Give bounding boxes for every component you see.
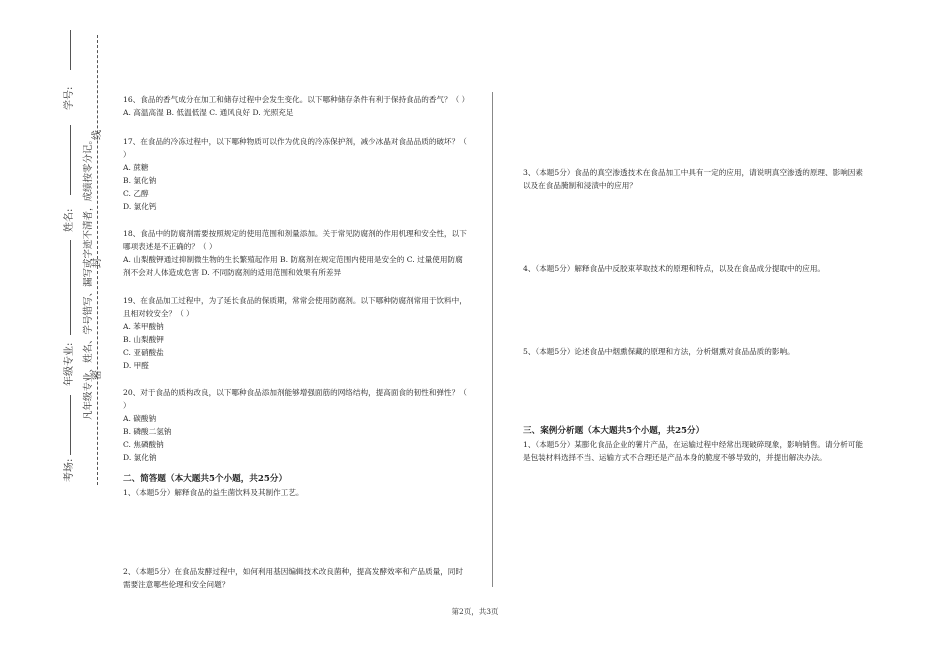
question-option: A. 蔗糖	[123, 163, 149, 172]
short-answer-5: 5、（本题5分）论述食品中烟熏保藏的原理和方法，分析烟熏对食品品质的影响。	[523, 347, 795, 356]
question-17	[123, 135, 468, 213]
binding-warning: 凡年级专业、姓名、学号错写、漏写或字迹不清者，成绩按零分记。	[83, 134, 94, 420]
column-divider	[492, 92, 493, 587]
short-answer-4: 4、（本题5分）解释食品中反胶束萃取技术的原理和特点，以及在食品成分提取中的应用。	[523, 264, 826, 273]
binding-line-top	[70, 30, 71, 70]
short-answer-2: 2、（本题5分）在食品发酵过程中，如何利用基因编辑技术改良菌种，提高发酵效率和产品质量，同时需要注意哪些伦理和安全问题？	[123, 567, 463, 589]
question-18	[123, 227, 468, 279]
question-16	[123, 93, 468, 119]
question-option: C. 焦磷酸钠	[123, 440, 164, 449]
question-option: B. 磷酸二氢钠	[123, 427, 172, 436]
right-column	[523, 166, 868, 464]
question-option: B. 氯化钠	[123, 176, 157, 185]
seal-dashed-line	[97, 35, 98, 485]
case-analysis-1: 1、（本题5分）某膨化食品企业的薯片产品，在运输过程中经常出现破碎现象，影响销售。请分析可能是包装材料选择不当、运输方式不合理还是产品本身的脆度不够导致的，并提出解决办法。	[523, 440, 863, 462]
seal-mark-1: 密	[92, 370, 103, 380]
question-option: A. 高温高湿 B. 低温低湿 C. 通风良好 D. 光照充足	[123, 108, 294, 117]
question-option: A. 山梨酸钾通过抑制微生物的生长繁殖起作用 B. 防腐剂在规定范围内使用是安全的 C. 过量使用防腐剂不会对人体造成危害 D. 不同防腐剂的适用范围和效果有所差异	[123, 255, 463, 277]
question-19	[123, 294, 468, 372]
question-stem: 18、食品中的防腐剂需要按照规定的使用范围和剂量添加。关于常见防腐剂的作用机理和安全性，以下哪项表述是不正确的？（ ）	[123, 229, 467, 251]
question-option: A. 苯甲酸钠	[123, 322, 164, 331]
seal-mark-2: 封	[92, 258, 103, 268]
student-id-label: 学号:	[64, 86, 75, 110]
exam-site-label: 考场:	[64, 458, 75, 482]
question-20	[123, 386, 468, 464]
question-stem: 20、对于食品的质构改良，以下哪种食品添加剂能够增强面筋的网络结构，提高面食的韧性和弹性？（ ）	[123, 388, 467, 410]
short-answer-1: 1、（本题5分）解释食品的益生菌饮料及其制作工艺。	[123, 488, 304, 497]
question-option: D. 氯化钠	[123, 453, 157, 462]
question-option: B. 山梨酸钾	[123, 335, 164, 344]
question-stem: 16、食品的香气成分在加工和储存过程中会发生变化。以下哪种储存条件有利于保持食品的香气？（ ）	[123, 95, 470, 104]
question-stem: 19、在食品加工过程中，为了延长食品的保质期，常常会使用防腐剂。以下哪种防腐剂常用于饮料中，且相对较安全？（ ）	[123, 296, 467, 318]
section-2-title: 二、简答题（本大题共5个小题，共25分）	[123, 474, 288, 484]
page-footer: 第2页，共3页	[451, 607, 499, 616]
binding-line-id	[70, 125, 71, 195]
grade-label: 年级专业:	[64, 342, 75, 386]
short-answer-3: 3、（本题5分）食品的真空渗透技术在食品加工中具有一定的应用，请说明真空渗透的原理、影响因素以及在食品腌制和浸渍中的应用？	[523, 168, 863, 190]
question-option: D. 甲醛	[123, 361, 149, 370]
question-stem: 17、在食品的冷冻过程中，以下哪种物质可以作为优良的冷冻保护剂，减少冰晶对食品品质的破坏？（ ）	[123, 137, 467, 159]
question-option: D. 氯化钙	[123, 202, 157, 211]
seal-mark-3: 线	[92, 130, 103, 140]
name-label: 姓名:	[64, 208, 75, 232]
question-option: A. 碳酸钠	[123, 414, 157, 423]
question-option: C. 乙醇	[123, 189, 149, 198]
left-column	[123, 93, 468, 591]
binding-line-grade	[70, 395, 71, 455]
section-3-title: 三、案例分析题（本大题共5个小题，共25分）	[523, 426, 705, 436]
binding-line-name	[70, 240, 71, 335]
question-option: C. 亚硝酸盐	[123, 348, 164, 357]
